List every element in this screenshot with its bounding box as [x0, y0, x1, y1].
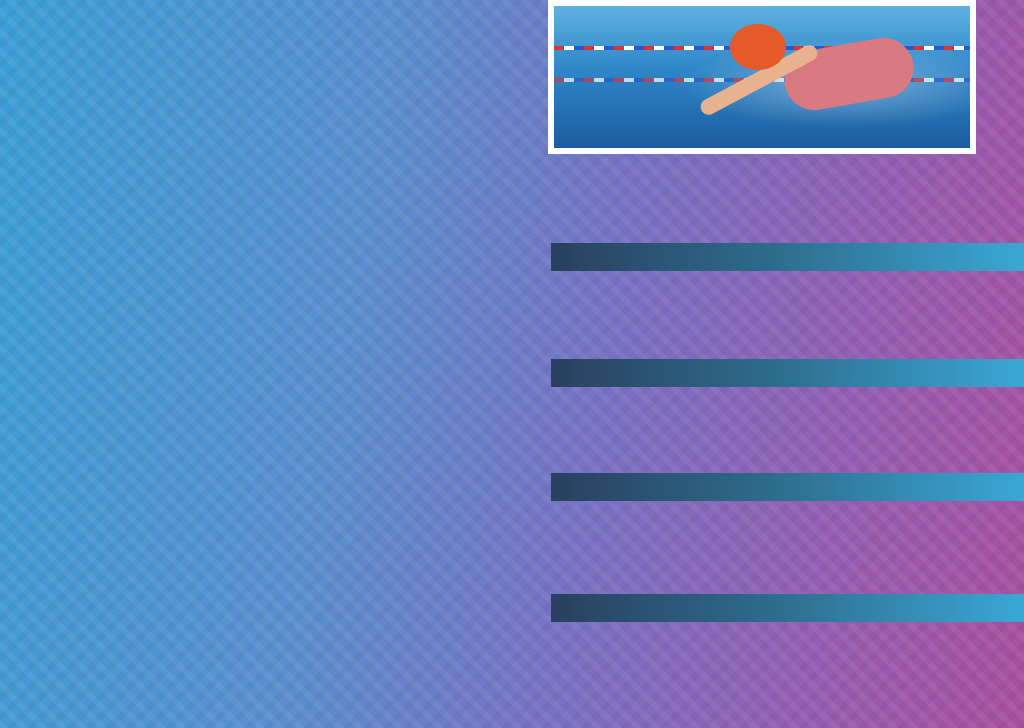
course-header [551, 243, 1024, 271]
course-helduentzako [551, 473, 1024, 507]
course-hastapena [551, 243, 1024, 277]
course-kirol-anitzak [551, 594, 1024, 628]
course-header [551, 473, 1024, 501]
course-hobekuntza [551, 359, 1024, 393]
swimmer-photo [548, 0, 976, 154]
course-header [551, 594, 1024, 622]
course-header [551, 359, 1024, 387]
